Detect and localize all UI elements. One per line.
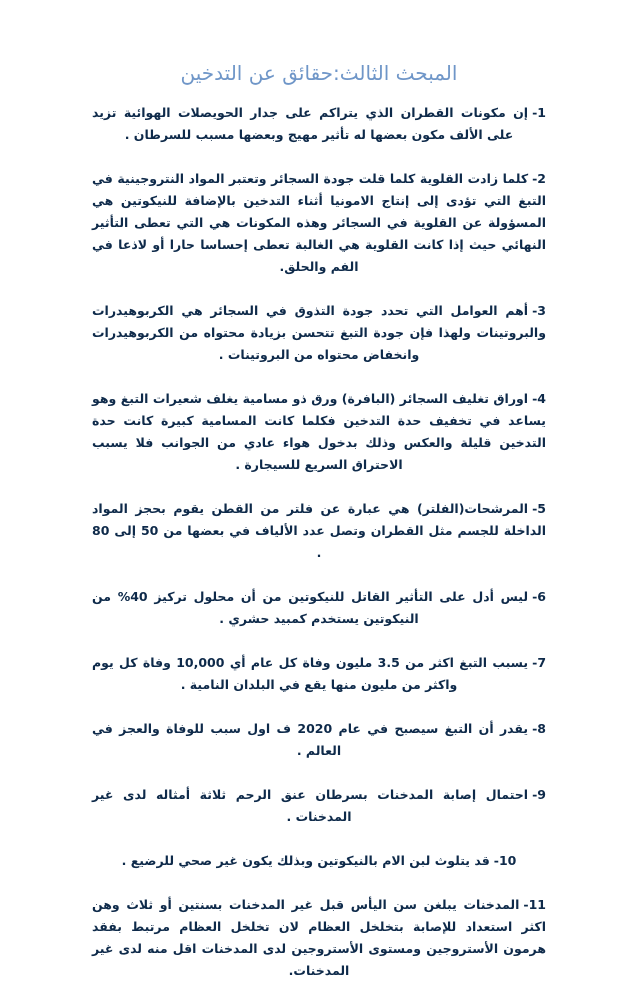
item-text: إن مكونات القطران الذي يتراكم على جدار الحويصلات الهوائية تزيد على الألف مكون بعضها له تأثير مهيج وبعضها مسبب للسرطان . (92, 105, 529, 142)
item-number: 4- (532, 391, 546, 406)
item-text: اوراق تغليف السجائر (البافرة) ورق ذو مسامية يغلف شعيرات التبغ وهو يساعد في تخفيف حدة التدخين فكلما كانت المسامية كبيرة كانت حدة التدخين قليلة والعكس وذلك بدخول هواء عادي من الجوانب فلا يسبب الاحتراق السريع للسيجارة . (92, 391, 546, 472)
facts-list (92, 102, 546, 982)
item-number: 5- (532, 501, 546, 516)
list-item (92, 388, 546, 476)
page-title: المبحث الثالث:حقائق عن التدخين (180, 61, 458, 85)
item-text: المرشحات(الفلتر) هي عبارة عن فلتر من القطن يقوم بحجز المواد الداخلة للجسم مثل القطران وتصل عدد الألياف في بعضها من 50 إلى 80 . (92, 501, 546, 560)
item-number: 10- (493, 853, 517, 868)
list-item (92, 498, 546, 564)
list-item (92, 850, 546, 872)
item-number: 11- (523, 897, 546, 912)
item-number: 9- (532, 787, 546, 802)
item-text: المدخنات يبلغن سن اليأس قبل غير المدخنات بسنتين أو ثلاث وهن اكثر استعداد للإصابة بتخلخل العظام لان تخلخل العظام مرتبط بفقد هرمون الأستروجين ومستوى الأستروجين لدى المدخنات اقل منه لدى غير المدخنات. (92, 897, 546, 978)
item-text: ليس أدل على التأثير القاتل للنيكوتين من أن محلول تركيز 40% من النيكوتين يستخدم كمبيد حشري . (92, 589, 529, 626)
list-item (92, 102, 546, 146)
list-item (92, 894, 546, 982)
list-item (92, 300, 546, 366)
list-item (92, 784, 546, 828)
item-number: 7- (532, 655, 547, 670)
item-number: 2- (532, 171, 546, 186)
item-number: 8- (532, 721, 546, 736)
item-text: قد يتلوث لبن الام بالنيكوتين وبذلك يكون غير صحي للرضيع . (121, 853, 490, 868)
list-item (92, 652, 546, 696)
item-number: 3- (532, 303, 546, 318)
list-item (92, 168, 546, 278)
item-text: يقدر أن التبغ سيصبح في عام 2020 ف اول سبب للوفاة والعجز في العالم . (92, 721, 529, 758)
item-number: 1- (532, 105, 546, 120)
item-text: احتمال إصابة المدخنات بسرطان عنق الرحم ثلاثة أمثاله لدى غير المدخنات . (92, 787, 529, 824)
list-item (92, 718, 546, 762)
list-item (92, 586, 546, 630)
item-text: كلما زادت القلوية كلما قلت جودة السجائر وتعتبر المواد النتروجينية في التبغ التي تؤدى إلى إنتاج الامونيا أثناء التدخين بالإضافة للنيكوتين هي المسؤولة عن القلوية في السجائر وهذه المكونات هي التي تعطى التأثير النهائي حيث إذا كانت القلوية هي الغالبة تعطى إحساسا حارا أو لاذعا في الفم والحلق. (92, 171, 546, 274)
item-text: يسبب التبغ اكثر من 3.5 مليون وفاة كل عام أي 10,000 وفاة كل يوم واكثر من مليون منها يقع في البلدان النامية . (92, 655, 529, 692)
item-text: أهم العوامل التي تحدد جودة التذوق في السجائر هي الكربوهيدرات والبروتينات ولهذا فإن جودة التبغ تتحسن بزيادة محتواه من الكربوهيدرات وانخفاض محتواه من البروتينات . (92, 303, 546, 362)
item-number: 6- (532, 589, 546, 604)
